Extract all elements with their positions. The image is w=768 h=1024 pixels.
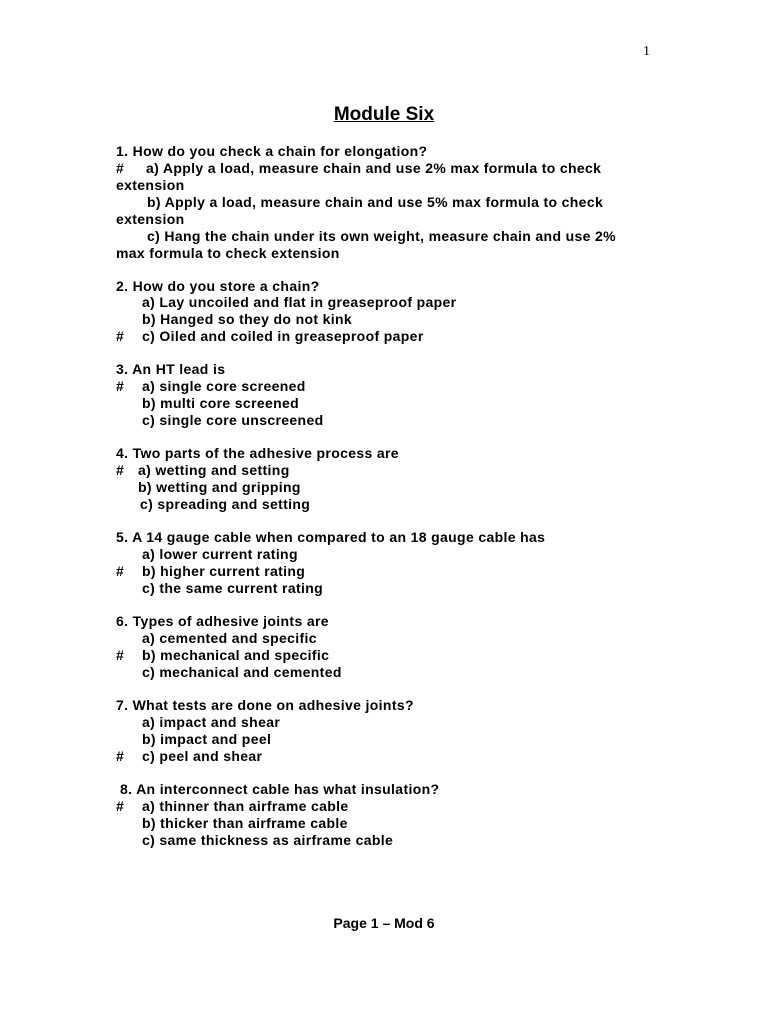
q4-option-a: a) wetting and setting [138, 462, 290, 478]
q5-option-a: a) lower current rating [142, 546, 298, 562]
q1-option-c: c) Hang the chain under its own weight, measure chain and use 2% [147, 228, 616, 244]
correct-answer-marker: # [116, 748, 124, 764]
correct-answer-marker: # [116, 160, 124, 176]
correct-answer-marker: # [116, 328, 124, 344]
q7-option-a: a) impact and shear [142, 714, 281, 730]
question-3: 3. An HT lead is [116, 361, 226, 377]
page-footer: Page 1 – Mod 6 [333, 915, 435, 931]
q7-option-b: b) impact and peel [142, 731, 272, 747]
q1-option-c-continued: max formula to check extension [116, 245, 340, 261]
correct-answer-marker: # [116, 563, 124, 579]
q8-option-a: a) thinner than airframe cable [142, 798, 349, 814]
q8-option-b: b) thicker than airframe cable [142, 815, 348, 831]
q7-option-c: c) peel and shear [142, 748, 263, 764]
correct-answer-marker: # [116, 798, 124, 814]
q1-option-a-continued: extension [116, 177, 185, 193]
q3-option-a: a) single core screened [142, 378, 306, 394]
page-title: Module Six [333, 104, 435, 125]
question-2: 2. How do you store a chain? [116, 278, 320, 294]
q2-option-a: a) Lay uncoiled and flat in greaseproof paper [142, 294, 457, 310]
question-1: 1. How do you check a chain for elongation? [116, 143, 428, 159]
correct-answer-marker: # [116, 462, 124, 478]
q2-option-c: c) Oiled and coiled in greaseproof paper [142, 328, 424, 344]
q2-option-b: b) Hanged so they do not kink [142, 311, 353, 327]
q4-option-b: b) wetting and gripping [138, 479, 301, 495]
q3-option-c: c) single core unscreened [142, 412, 324, 428]
question-8: 8. An interconnect cable has what insulation? [120, 781, 440, 797]
q6-option-b: b) mechanical and specific [142, 647, 330, 663]
question-7: 7. What tests are done on adhesive joints? [116, 697, 414, 713]
correct-answer-marker: # [116, 647, 124, 663]
question-5: 5. A 14 gauge cable when compared to an 18 gauge cable has [116, 529, 546, 545]
q8-option-c: c) same thickness as airframe cable [142, 832, 394, 848]
question-4: 4. Two parts of the adhesive process are [116, 445, 399, 461]
q1-option-b-continued: extension [116, 211, 185, 227]
q4-option-c: c) spreading and setting [140, 496, 311, 512]
page-number: 1 [643, 44, 650, 59]
q1-option-b: b) Apply a load, measure chain and use 5% max formula to check [147, 194, 604, 210]
q1-option-a: a) Apply a load, measure chain and use 2% max formula to check [146, 160, 602, 176]
q5-option-c: c) the same current rating [142, 580, 324, 596]
question-6: 6. Types of adhesive joints are [116, 613, 329, 629]
correct-answer-marker: # [116, 378, 124, 394]
q3-option-b: b) multi core screened [142, 395, 300, 411]
q6-option-a: a) cemented and specific [142, 630, 317, 646]
q6-option-c: c) mechanical and cemented [142, 664, 342, 680]
q5-option-b: b) higher current rating [142, 563, 306, 579]
